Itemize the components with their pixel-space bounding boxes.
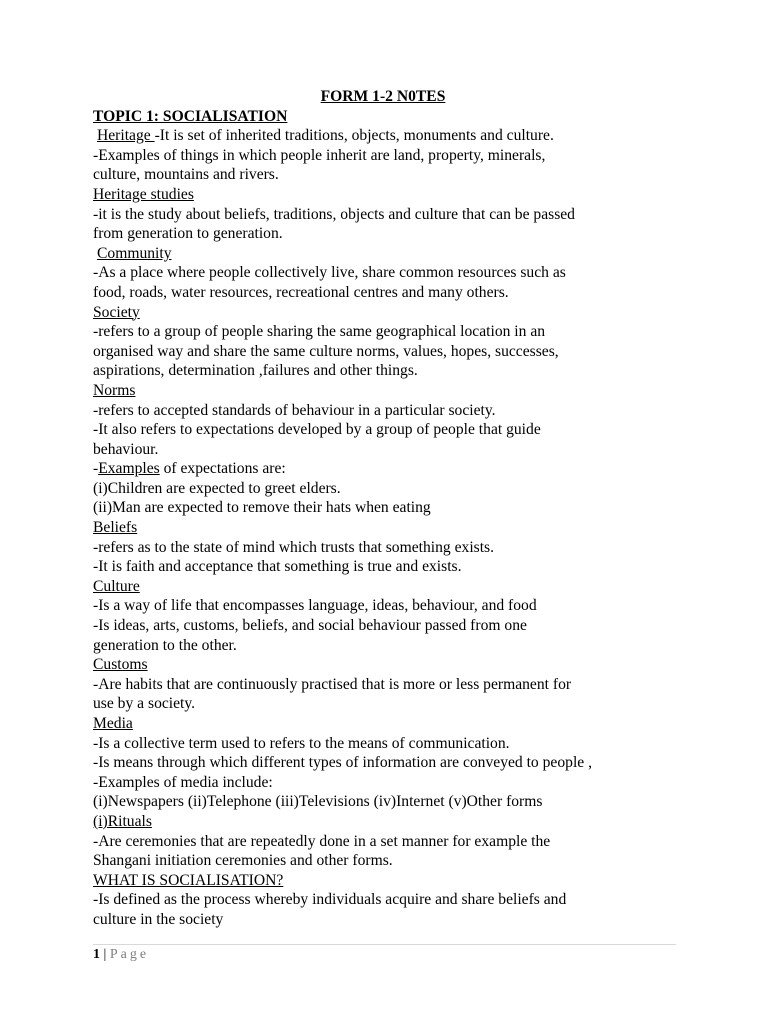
body-line: behaviour. (93, 440, 159, 458)
body-line: aspirations, determination ,failures and other things. (93, 362, 418, 380)
section-heading-media: Media (93, 715, 133, 732)
section-heading-norms: Norms (93, 381, 136, 399)
section-heading-socialisation: WHAT IS SOCIALISATION? (93, 871, 284, 889)
body-line: -Is ideas, arts, customs, beliefs, and social behaviour passed from one (93, 617, 527, 635)
body-line: from generation to generation. (93, 225, 283, 243)
body-line: -refers to accepted standards of behaviour in a particular society. (93, 401, 496, 419)
examples-word: Examples (98, 460, 160, 478)
section-heading-rituals: (i)Rituals (93, 812, 152, 830)
heritage-def: -It is set of inherited traditions, objects, monuments and culture. (154, 127, 554, 145)
body-line: -Is a way of life that encompasses language, ideas, behaviour, and food (93, 597, 537, 615)
document-title: FORM 1-2 N0TES (320, 88, 446, 105)
body-line: -It also refers to expectations developed by a group of people that guide (93, 421, 541, 439)
body-line: -Is a collective term used to refers to the means of communication. (93, 734, 510, 752)
heritage-definition (93, 126, 683, 146)
footer-divider (93, 944, 676, 945)
list-item: (i)Children are expected to greet elders. (93, 479, 341, 497)
body-line: use by a society. (93, 695, 196, 713)
examples-prefix: - (93, 460, 99, 478)
list-item: (ii)Man are expected to remove their hats when eating (93, 499, 431, 517)
body-line: -Are habits that are continuously practised that is more or less permanent for (93, 675, 572, 693)
body-line: culture, mountains and rivers. (93, 166, 279, 184)
heritage-term: Heritage (97, 127, 155, 145)
body-line: -It is faith and acceptance that something is true and exists. (93, 558, 462, 576)
body-line: -it is the study about beliefs, traditions, objects and culture that can be passed (93, 205, 575, 223)
section-heading-society: Society (93, 303, 140, 321)
body-line: (i)Newspapers (ii)Telephone (iii)Televisions (iv)Internet (v)Other forms (93, 793, 543, 811)
body-line: -refers as to the state of mind which trusts that something exists. (93, 538, 495, 556)
topic-heading: TOPIC 1: SOCIALISATION (93, 107, 288, 125)
body-line: food, roads, water resources, recreational centres and many others. (93, 283, 509, 301)
page-content (93, 87, 683, 930)
section-heading-community: Community (97, 244, 172, 262)
body-line: -As a place where people collectively live, share common resources such as (93, 264, 566, 282)
section-heading-culture: Culture (93, 577, 140, 595)
footer-separator: | (100, 947, 110, 962)
body-line: Shangani initiation ceremonies and other forms. (93, 852, 393, 870)
section-heading-customs: Customs (93, 656, 148, 674)
examples-rest: of expectations are: (159, 460, 286, 478)
section-heading-beliefs: Beliefs (93, 519, 138, 537)
body-line: -Is means through which different types of information are conveyed to people , (93, 754, 592, 772)
body-line: culture in the society (93, 910, 224, 928)
norms-examples-intro (93, 459, 683, 479)
body-line: organised way and share the same culture norms, values, hopes, successes, (93, 342, 559, 360)
page-label: Page (109, 947, 150, 962)
section-heading-heritage-studies: Heritage studies (93, 185, 194, 203)
body-line: generation to the other. (93, 636, 237, 654)
body-line: -Is defined as the process whereby individuals acquire and share beliefs and (93, 891, 567, 909)
body-line: -Are ceremonies that are repeatedly done in a set manner for example the (93, 832, 551, 850)
page-footer (93, 946, 149, 964)
body-line: -refers to a group of people sharing the same geographical location in an (93, 323, 546, 341)
body-line: -Examples of things in which people inherit are land, property, minerals, (93, 146, 546, 164)
page-number: 1 (93, 947, 100, 962)
body-line: -Examples of media include: (93, 773, 273, 791)
